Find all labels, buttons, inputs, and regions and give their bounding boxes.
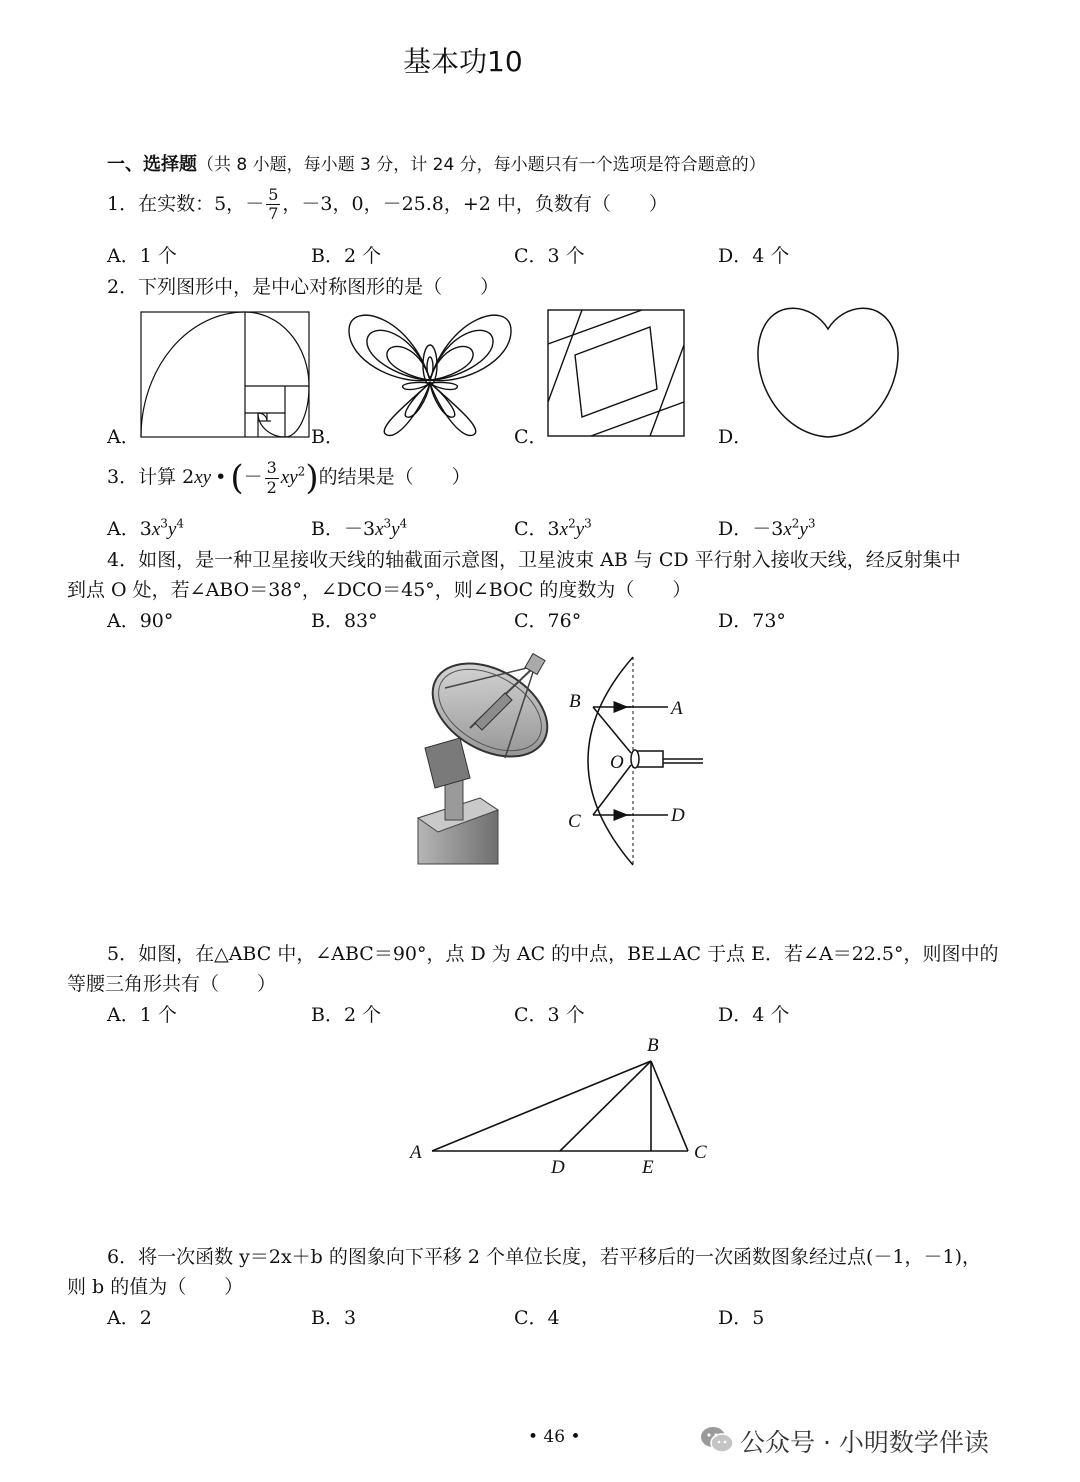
exponent: 2 [297,464,306,479]
q5-option-c[interactable]: C．3 个 [514,1004,585,1026]
question-number: 2． [107,276,139,298]
q1-option-d[interactable]: D．4 个 [718,245,790,267]
paren-open: ( [230,458,244,498]
question-text: 下列图形中，是中心对称图形的是（ ） [138,276,500,298]
question-text: 如图，在△ABC 中，∠ABC＝90°，点 D 为 AC 的中点，BE⊥AC 于点 E．若∠A＝22.5°，则图中的 [138,943,999,965]
satellite-dish-illustration [410,648,560,866]
point-label-O: O [610,752,624,773]
question-text: 在实数：5， [138,192,246,215]
section-title: 一、选择题 [107,154,197,175]
dot-operator: • [215,466,227,488]
question-2-stem [107,272,499,299]
tri-label-C: C [694,1142,707,1163]
variable: xy [280,467,298,488]
fraction-numerator: 5 [268,185,279,204]
q1-option-b[interactable]: B．2 个 [311,245,382,267]
butterfly-figure[interactable] [345,305,515,440]
tri-label-D: D [551,1157,565,1178]
square-pinwheel-figure[interactable] [547,309,687,439]
minus-sign: － [243,466,263,488]
q5-option-b[interactable]: B．2 个 [311,1004,382,1026]
fraction-denominator: 2 [266,477,277,497]
point-label-C: C [568,811,581,832]
q3-option-b[interactable]: B．$-3x^3y^4$ [311,516,408,540]
question-5-line2: 等腰三角形共有（ ） [67,973,277,995]
q3-option-c[interactable]: C．$3x^2y^3$ [514,516,592,540]
q2-option-c-label[interactable]: C． [514,426,548,448]
minus-sign: － [245,192,265,215]
q4-option-d[interactable]: D．73° [718,610,786,632]
question-number: 4． [107,549,139,571]
q6-option-b[interactable]: B．3 [311,1307,357,1329]
antenna-reflection-diagram [563,655,713,867]
section-heading [107,150,766,176]
fraction-numerator: 3 [266,458,277,478]
q1-option-a[interactable]: A．1 个 [107,245,177,267]
question-1-stem [107,186,668,224]
fraction [266,186,280,224]
point-label-B: B [569,691,581,712]
wechat-icon [700,1425,734,1455]
q3-option-a[interactable]: A．$3x^3y^4$ [107,516,184,540]
question-4-line1 [107,545,961,572]
q2-option-a-label[interactable]: A． [107,426,140,448]
question-4-line2: 到点 O 处，若∠ABO＝38°，∠DCO＝45°，则∠BOC 的度数为（ ） [67,579,692,601]
question-6-line1 [107,1242,981,1269]
question-number: 1． [107,192,139,215]
section-note: （共 8 小题，每小题 3 分，计 24 分，每小题只有一个选项是符合题意的） [197,155,766,175]
question-5-line1 [107,939,999,966]
q2-option-b-label[interactable]: B． [311,426,344,448]
q1-option-c[interactable]: C．3 个 [514,245,585,267]
question-text: ，－3，0，－25.8，+2 中，负数有（ ） [282,192,668,215]
tri-label-B: B [647,1035,659,1056]
tri-label-E: E [642,1157,654,1178]
q6-option-a[interactable]: A．2 [107,1307,152,1329]
question-6-line2: 则 b 的值为（ ） [67,1276,244,1298]
question-text: 计算 2 [138,466,195,488]
fraction-denominator: 7 [268,204,279,224]
fibonacci-spiral-figure[interactable] [140,311,311,439]
q3-option-d[interactable]: D．$-3x^2y^3$ [718,516,816,540]
point-label-A: A [671,698,683,719]
point-label-D: D [671,805,685,826]
variable: xy [194,467,212,488]
question-number: 6． [107,1246,139,1268]
question-text: 如图，是一种卫星接收天线的轴截面示意图，卫星波束 AB 与 CD 平行射入接收天线，经反射集中 [138,549,961,571]
q4-option-b[interactable]: B．83° [311,610,378,632]
heart-shape-figure[interactable] [753,299,903,439]
fraction [265,459,279,497]
paren-close: ) [305,458,319,498]
q4-option-a[interactable]: A．90° [107,610,174,632]
q2-option-d-label[interactable]: D． [718,426,753,448]
question-text: 将一次函数 y＝2x＋b 的图象向下平移 2 个单位长度，若平移后的一次函数图象经过点(－1，－1)， [138,1246,982,1268]
question-text: 的结果是（ ） [318,466,471,488]
q6-option-c[interactable]: C．4 [514,1307,560,1329]
tri-label-A: A [410,1142,422,1163]
page-title: 基本功10 [403,45,523,78]
q5-option-a[interactable]: A．1 个 [107,1004,177,1026]
page-number: • 46 • [528,1427,581,1447]
q6-option-d[interactable]: D．5 [718,1307,765,1329]
question-number: 3． [107,466,139,488]
q4-option-c[interactable]: C．76° [514,610,582,632]
question-number: 5． [107,943,139,965]
q5-option-d[interactable]: D．4 个 [718,1004,790,1026]
watermark-text: 公众号 · 小明数学伴读 [740,1428,989,1457]
question-3-stem [107,458,471,498]
